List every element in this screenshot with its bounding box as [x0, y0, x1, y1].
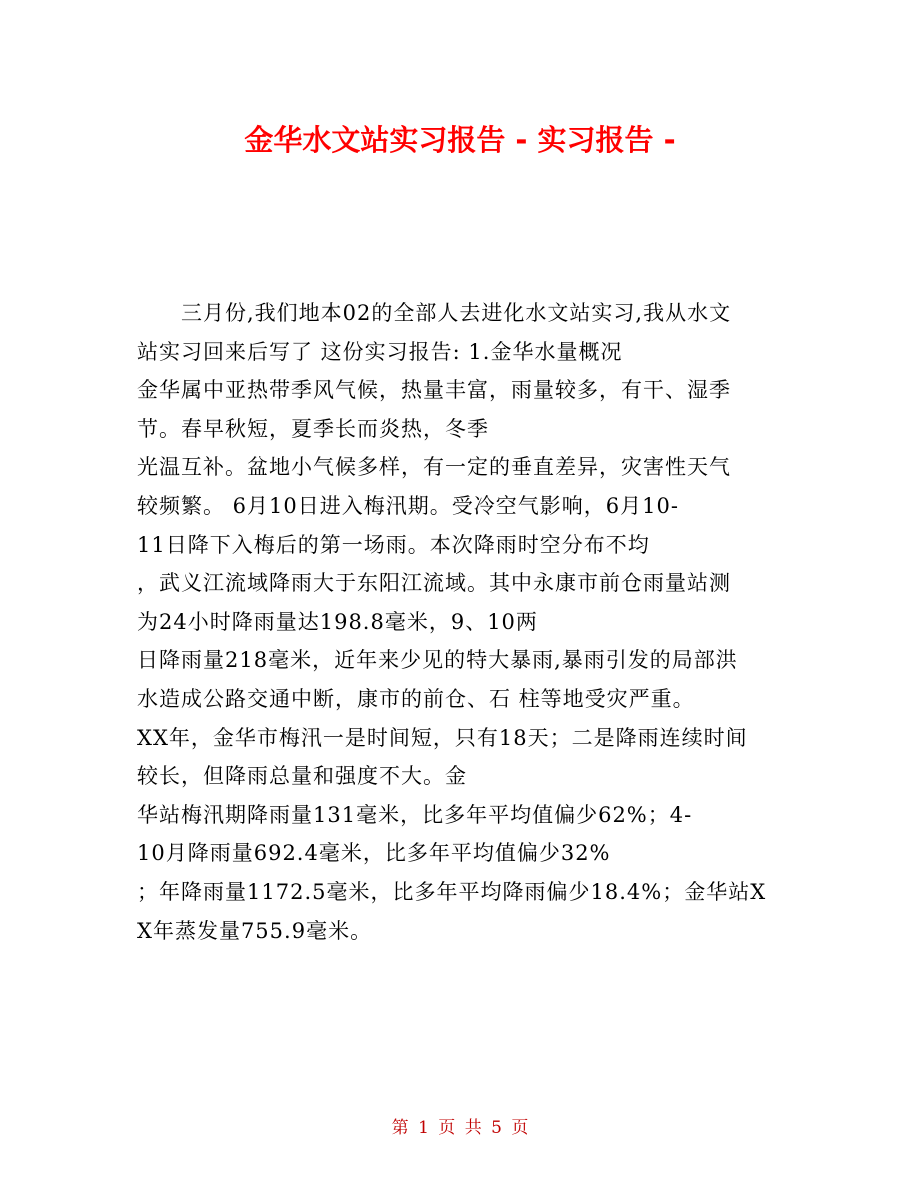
body-line: 水造成公路交通中断，康市的前仓、石 柱等地受灾严重。: [137, 686, 695, 711]
document-body: [137, 294, 797, 950]
body-line: 华站梅汛期降雨量131毫米，比多年平均值偏少62%；4-: [137, 802, 693, 827]
body-line: 较长，但降雨总量和强度不大。金: [137, 764, 467, 789]
body-line: ，武义江流域降雨大于东阳江流域。其中永康市前仓雨量站测: [137, 571, 731, 596]
body-line: 三月份,我们地本02的全部人去进化水文站实习,我从水文: [181, 301, 732, 325]
body-line: 11日降下入梅后的第一场雨。本次降雨时空分布不均: [137, 532, 650, 557]
body-line: 日降雨量218毫米，近年来少见的特大暴雨,暴雨引发的局部洪: [137, 648, 738, 673]
body-line: X年蒸发量755.9毫米。: [137, 918, 373, 943]
body-line: 10月降雨量692.4毫米，比多年平均值偏少32%: [137, 841, 611, 866]
body-line: XX年，金华市梅汛一是时间短，只有18天；二是降雨连续时间: [137, 725, 748, 750]
body-line: 站实习回来后写了 这份实习报告: 1.金华水量概况: [137, 339, 623, 364]
body-line: 较频繁。 6月10日进入梅汛期。受冷空气影响，6月10-: [137, 493, 679, 518]
body-line: 节。春早秋短，夏季长而炎热，冬季: [137, 416, 489, 441]
page-number-footer: 第 1 页 共 5 页: [391, 1118, 529, 1138]
body-line: 金华属中亚热带季风气候，热量丰富，雨量较多，有干、湿季: [137, 378, 731, 403]
body-line: ；年降雨量1172.5毫米，比多年平均降雨偏少18.4%；金华站X: [137, 879, 767, 904]
document-title: 金华水文站实习报告 - 实习报告 -: [244, 123, 676, 157]
body-line: 为24小时降雨量达198.8毫米，9、10两: [137, 609, 538, 634]
body-line: 光温互补。盆地小气候多样，有一定的垂直差异，灾害性天气: [137, 455, 731, 480]
